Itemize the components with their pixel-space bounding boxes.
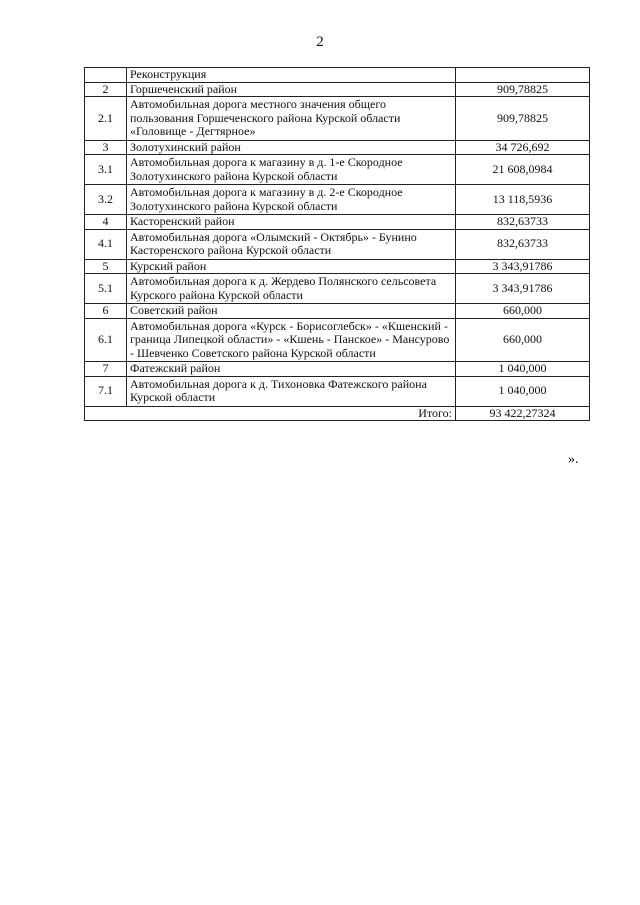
district-row <box>85 140 590 155</box>
road-row <box>85 274 590 304</box>
row-number-cell: 5 <box>85 259 127 274</box>
row-amount-cell: 909,78825 <box>456 97 590 141</box>
road-row <box>85 97 590 141</box>
district-row <box>85 215 590 230</box>
row-amount-cell: 34 726,692 <box>456 140 590 155</box>
page-number: 2 <box>316 34 324 50</box>
district-row <box>85 82 590 97</box>
road-funding-table <box>84 67 590 421</box>
row-amount-cell <box>456 68 590 83</box>
row-name-cell: Горшеченский район <box>127 82 456 97</box>
row-name-cell: Автомобильная дорога к магазину в д. 1-е Скородное Золотухинского района Курской области <box>127 155 456 185</box>
row-amount-cell: 1 040,000 <box>456 376 590 406</box>
row-number-cell: 2.1 <box>85 97 127 141</box>
row-amount-cell: 1 040,000 <box>456 362 590 377</box>
table-row <box>85 68 590 83</box>
row-amount-cell: 13 118,5936 <box>456 185 590 215</box>
total-label: Итого: <box>85 406 456 421</box>
row-amount-cell: 832,63733 <box>456 215 590 230</box>
row-number-cell: 6.1 <box>85 318 127 362</box>
row-name-cell: Курский район <box>127 259 456 274</box>
total-amount: 93 422,27324 <box>456 406 590 421</box>
road-row <box>85 229 590 259</box>
row-number-cell: 3.2 <box>85 185 127 215</box>
row-number-cell: 4.1 <box>85 229 127 259</box>
row-amount-cell: 21 608,0984 <box>456 155 590 185</box>
row-name-cell: Автомобильная дорога к магазину в д. 2-е Скородное Золотухинского района Курской области <box>127 185 456 215</box>
row-amount-cell: 660,000 <box>456 318 590 362</box>
row-name-cell: Автомобильная дорога «Курск - Борисоглебск» - «Кшенский - граница Липецкой области» - «Кшень - Панское» - Мансурово - Шевченко Советского района Курской области <box>127 318 456 362</box>
row-number-cell: 6 <box>85 304 127 319</box>
road-row <box>85 155 590 185</box>
district-row <box>85 259 590 274</box>
row-amount-cell: 832,63733 <box>456 229 590 259</box>
row-amount-cell: 3 343,91786 <box>456 259 590 274</box>
row-number-cell: 5.1 <box>85 274 127 304</box>
row-amount-cell: 909,78825 <box>456 82 590 97</box>
closing-quote-mark: ». <box>568 452 579 467</box>
table-body <box>85 68 590 407</box>
district-row <box>85 362 590 377</box>
road-row <box>85 185 590 215</box>
row-number-cell: 4 <box>85 215 127 230</box>
row-name-cell: Золотухинский район <box>127 140 456 155</box>
row-name-cell: Касторенский район <box>127 215 456 230</box>
road-row <box>85 318 590 362</box>
row-number-cell <box>85 68 127 83</box>
row-name-cell: Автомобильная дорога к д. Тихоновка Фатежского района Курской области <box>127 376 456 406</box>
row-number-cell: 3.1 <box>85 155 127 185</box>
row-name-cell: Автомобильная дорога «Олымский - Октябрь» - Бунино Касторенского района Курской области <box>127 229 456 259</box>
district-row <box>85 304 590 319</box>
row-number-cell: 2 <box>85 82 127 97</box>
row-number-cell: 7.1 <box>85 376 127 406</box>
row-name-cell: Реконструкция <box>127 68 456 83</box>
road-row <box>85 376 590 406</box>
row-number-cell: 3 <box>85 140 127 155</box>
row-name-cell: Автомобильная дорога к д. Жердево Полянского сельсовета Курского района Курской области <box>127 274 456 304</box>
row-name-cell: Фатежский район <box>127 362 456 377</box>
row-name-cell: Автомобильная дорога местного значения общего пользования Горшеченского района Курской области «Головище - Дегтярное» <box>127 97 456 141</box>
row-amount-cell: 660,000 <box>456 304 590 319</box>
row-amount-cell: 3 343,91786 <box>456 274 590 304</box>
row-number-cell: 7 <box>85 362 127 377</box>
total-row <box>85 406 590 421</box>
row-name-cell: Советский район <box>127 304 456 319</box>
